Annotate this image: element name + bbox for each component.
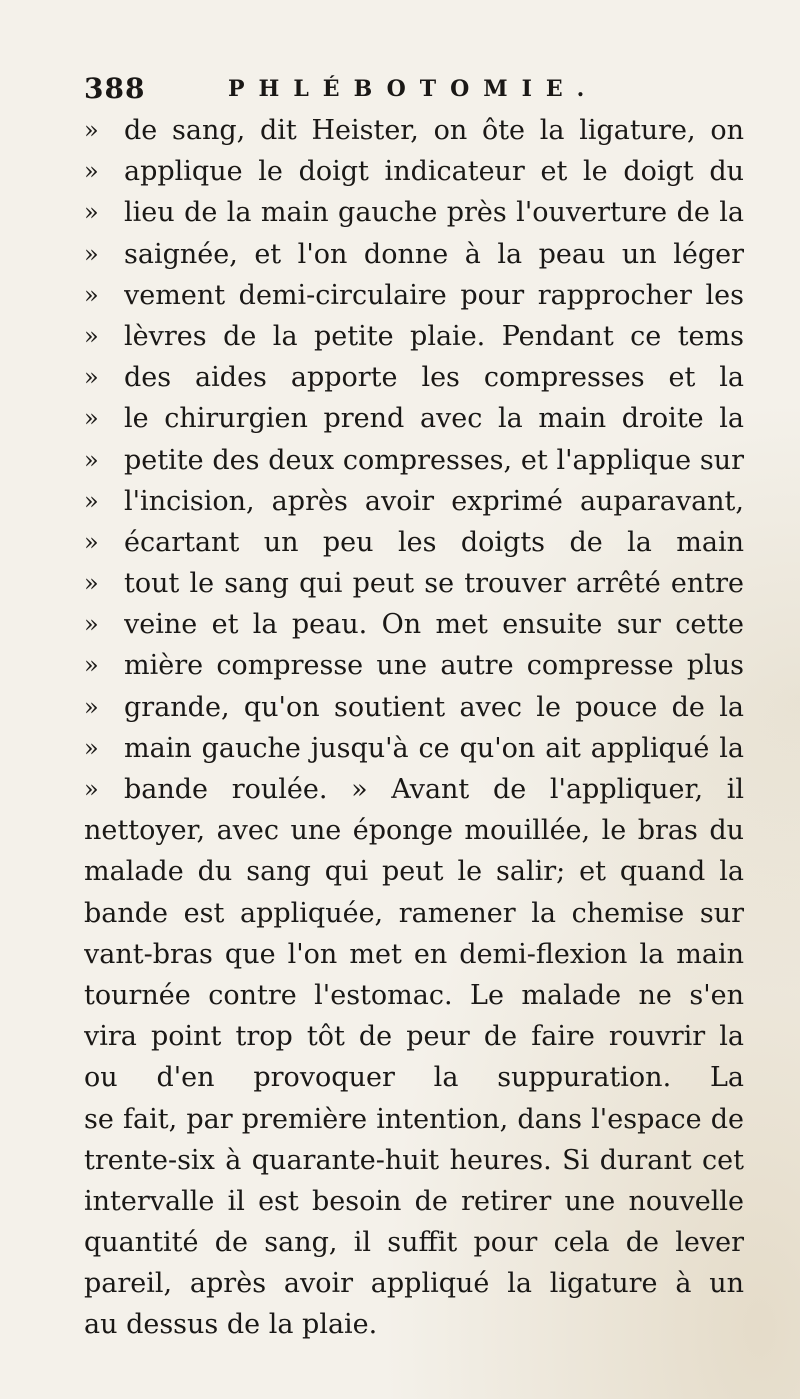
quotation-mark: » bbox=[84, 692, 99, 721]
quotation-mark: » bbox=[84, 445, 99, 474]
text-line bbox=[84, 769, 744, 810]
text-line bbox=[84, 728, 744, 769]
text-line bbox=[84, 687, 744, 728]
quotation-mark: » bbox=[84, 569, 99, 598]
quotation-mark: » bbox=[84, 239, 99, 268]
quotation-mark: » bbox=[84, 157, 99, 186]
line-text: vant-bras que l'on met en demi-flexion la main bbox=[84, 938, 744, 970]
running-title: PHLÉBOTOMIE. bbox=[228, 76, 599, 102]
quotation-mark: » bbox=[84, 198, 99, 227]
quotation-mark: » bbox=[84, 321, 99, 350]
text-line bbox=[84, 275, 744, 316]
line-text: de sang, dit Heister, on ôte la ligature, on bbox=[124, 115, 744, 146]
line-text: lèvres de la petite plaie. Pendant ce tems bbox=[124, 320, 744, 352]
text-line bbox=[84, 563, 744, 604]
quotation-mark: » bbox=[84, 651, 99, 680]
quotation-mark: » bbox=[84, 527, 99, 556]
line-text: vement demi-circulaire pour rapprocher les bbox=[124, 279, 744, 311]
quotation-mark: » bbox=[84, 775, 99, 803]
text-line bbox=[84, 398, 744, 439]
text-line bbox=[84, 316, 744, 357]
line-text: intervalle il est besoin de retirer une nouvelle bbox=[84, 1185, 744, 1217]
body-text bbox=[84, 110, 744, 1346]
quotation-mark: » bbox=[84, 116, 99, 144]
text-line bbox=[84, 110, 744, 151]
text-line bbox=[84, 975, 744, 1016]
line-text: main gauche jusqu'à ce qu'on ait appliqué la bbox=[124, 732, 744, 764]
line-text: ou d'en provoquer la suppuration. La bbox=[84, 1062, 744, 1094]
text-line bbox=[84, 1099, 744, 1140]
line-text: bande est appliquée, ramener la chemise sur bbox=[84, 897, 744, 929]
page-number: 388 bbox=[84, 72, 146, 105]
quotation-mark: » bbox=[84, 280, 99, 309]
line-text: mière compresse une autre compresse plus bbox=[124, 650, 744, 682]
line-text: lieu de la main gauche près l'ouverture de la bbox=[124, 197, 744, 229]
line-text: saignée, et l'on donne à la peau un léger bbox=[124, 238, 744, 270]
quotation-mark: » bbox=[84, 733, 99, 762]
line-text: tournée contre l'estomac. Le malade ne s'en bbox=[84, 979, 744, 1011]
text-line bbox=[84, 357, 744, 398]
text-line bbox=[84, 1140, 744, 1181]
line-text: se fait, par première intention, dans l'espace de bbox=[84, 1103, 744, 1135]
quotation-mark: » bbox=[84, 404, 99, 433]
line-text: petite des deux compresses, et l'applique sur bbox=[124, 444, 744, 476]
line-text: malade du sang qui peut le salir; et quand la bbox=[84, 856, 744, 888]
text-line bbox=[84, 645, 744, 686]
text-line bbox=[84, 151, 744, 192]
text-line bbox=[84, 934, 744, 975]
line-text: l'incision, après avoir exprimé auparavant, bbox=[124, 485, 744, 517]
text-line bbox=[84, 604, 744, 645]
line-text: trente-six à quarante-huit heures. Si durant cet bbox=[84, 1144, 744, 1176]
page-header bbox=[84, 72, 724, 112]
text-line bbox=[84, 851, 744, 892]
line-text: tout le sang qui peut se trouver arrêté entre bbox=[124, 568, 744, 600]
text-line bbox=[84, 234, 744, 275]
text-line bbox=[84, 1304, 744, 1345]
line-text: pareil, après avoir appliqué la ligature à un bbox=[84, 1268, 744, 1300]
text-line bbox=[84, 1016, 744, 1057]
text-line bbox=[84, 810, 744, 851]
line-text: bande roulée. » Avant de l'appliquer, il bbox=[124, 774, 744, 805]
text-line bbox=[84, 1263, 744, 1304]
text-line bbox=[84, 1181, 744, 1222]
quotation-mark: » bbox=[84, 363, 99, 392]
line-text: veine et la peau. On met ensuite sur cette bbox=[124, 609, 744, 641]
text-line bbox=[84, 1222, 744, 1263]
line-text: le chirurgien prend avec la main droite la bbox=[124, 403, 744, 435]
line-text: écartant un peu les doigts de la main bbox=[124, 526, 744, 558]
text-line bbox=[84, 522, 744, 563]
line-text: vira point trop tôt de peur de faire rouvrir la bbox=[84, 1021, 744, 1053]
text-line bbox=[84, 192, 744, 233]
quotation-mark: » bbox=[84, 610, 99, 639]
text-line bbox=[84, 481, 744, 522]
line-text: applique le doigt indicateur et le doigt du bbox=[124, 156, 744, 188]
text-line bbox=[84, 893, 744, 934]
line-text: grande, qu'on soutient avec le pouce de la bbox=[124, 691, 744, 723]
text-line bbox=[84, 440, 744, 481]
line-text: nettoyer, avec une éponge mouillée, le bras du bbox=[84, 815, 744, 847]
text-line bbox=[84, 1057, 744, 1098]
line-text: au dessus de la plaie. bbox=[84, 1309, 378, 1341]
quotation-mark: » bbox=[84, 486, 99, 515]
line-text: quantité de sang, il suffit pour cela de lever bbox=[84, 1227, 744, 1259]
line-text: des aides apporte les compresses et la bbox=[124, 362, 744, 394]
